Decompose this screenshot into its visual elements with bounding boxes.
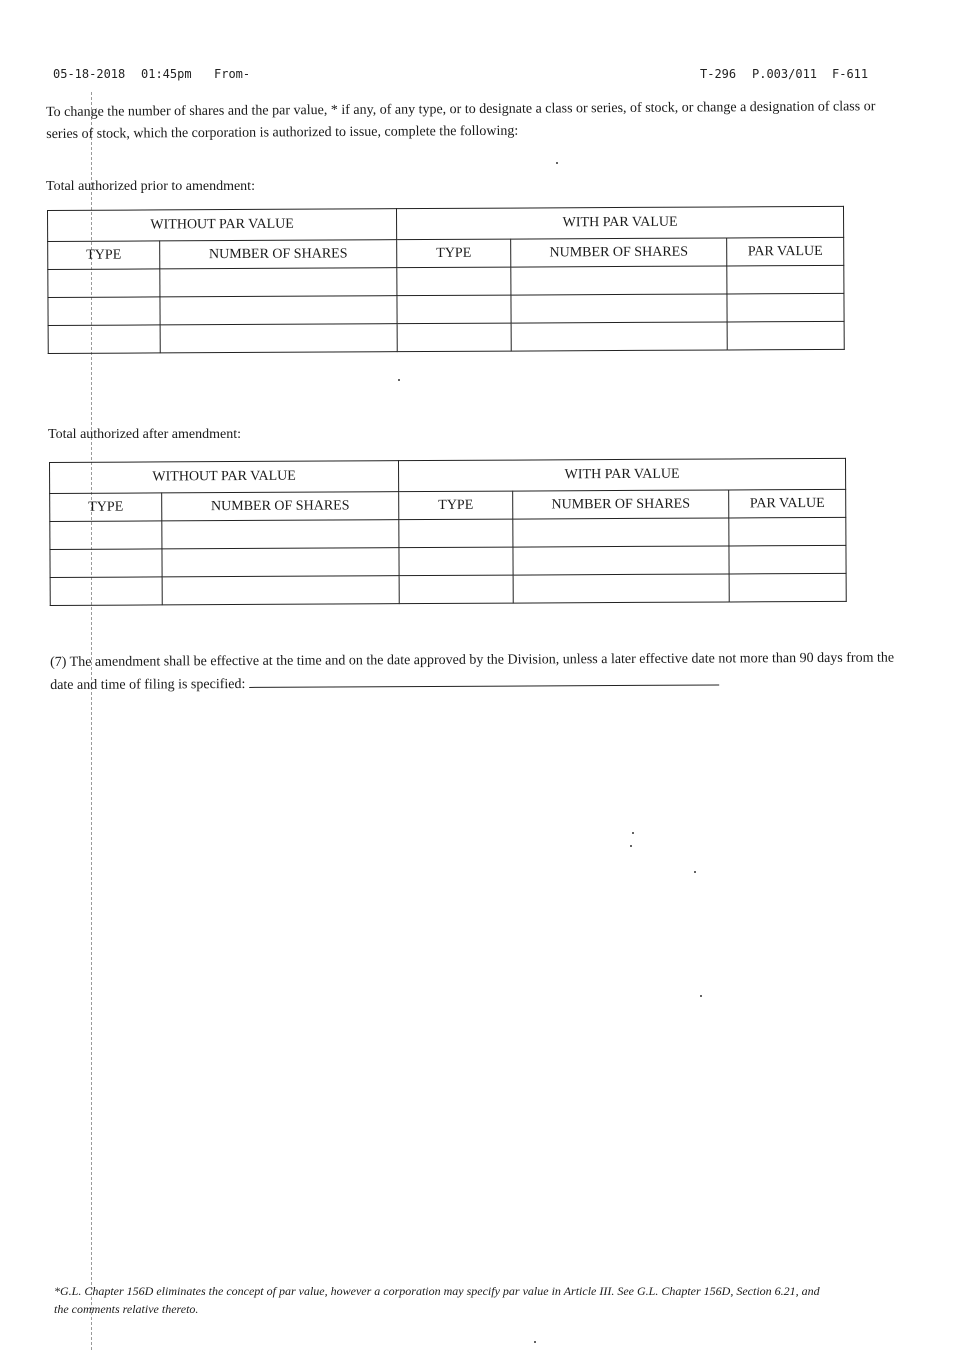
with-par-header: WITH PAR VALUE <box>399 458 846 491</box>
fax-from: From- <box>214 67 251 81</box>
table-cell[interactable] <box>48 269 160 298</box>
table-cell[interactable] <box>727 293 844 322</box>
table-cell[interactable] <box>511 322 727 351</box>
table-cell[interactable] <box>160 324 397 353</box>
table-cell[interactable] <box>511 294 727 323</box>
number-of-shares-header: NUMBER OF SHARES <box>162 492 399 521</box>
scan-speck <box>700 995 702 997</box>
table-cell[interactable] <box>513 518 729 547</box>
fax-time: 01:45pm <box>141 67 192 81</box>
type-header: TYPE <box>50 493 162 522</box>
without-par-header: WITHOUT PAR VALUE <box>50 461 399 494</box>
number-of-shares-header: NUMBER OF SHARES <box>160 240 397 269</box>
par-value-footnote: *G.L. Chapter 156D eliminates the concept of par value, however a corporation may specify par value in Article III. See G.L. Chapter 156D, Section 6.21, and the comments relative thereto. <box>54 1284 820 1316</box>
table-cell[interactable] <box>399 547 513 576</box>
table-row <box>48 321 844 353</box>
number-of-shares-header: NUMBER OF SHARES <box>513 490 729 519</box>
scan-speck <box>556 162 558 164</box>
table-cell[interactable] <box>397 323 511 352</box>
par-value-header: PAR VALUE <box>729 489 846 518</box>
scan-speck <box>534 1341 536 1343</box>
scan-speck <box>630 845 632 847</box>
table-cell[interactable] <box>729 545 846 574</box>
table-cell[interactable] <box>727 265 844 294</box>
table-cell[interactable] <box>50 521 162 550</box>
prior-amendment-label: Total authorized prior to amendment: <box>46 179 255 194</box>
table-row <box>50 545 846 577</box>
table-cell[interactable] <box>162 576 399 605</box>
table-cell[interactable] <box>513 574 729 603</box>
scan-speck <box>398 379 400 381</box>
table-cell[interactable] <box>48 297 160 326</box>
table-row <box>50 573 846 605</box>
type-header: TYPE <box>48 241 160 270</box>
table-cell[interactable] <box>50 577 162 606</box>
scan-speck <box>632 832 634 834</box>
table-cell[interactable] <box>729 573 846 602</box>
table-cell[interactable] <box>513 546 729 575</box>
table-cell[interactable] <box>162 520 399 549</box>
effective-date-text: The amendment shall be effective at the time and on the date approved by the Division, unless a later effective date not more than 90 days from the date and time of filing is specified: <box>50 650 895 693</box>
table-cell[interactable] <box>397 295 511 324</box>
without-par-header: WITHOUT PAR VALUE <box>48 209 397 242</box>
number-of-shares-header: NUMBER OF SHARES <box>511 238 727 267</box>
type-header: TYPE <box>399 491 513 520</box>
table-row <box>50 517 846 549</box>
effective-date-blank[interactable] <box>249 670 719 687</box>
par-value-header: PAR VALUE <box>727 237 844 266</box>
table-cell[interactable] <box>399 519 513 548</box>
item-number: (7) <box>50 654 67 670</box>
scan-speck <box>694 871 696 873</box>
fax-t-code: T-296 <box>700 67 737 81</box>
with-par-header: WITH PAR VALUE <box>397 206 844 239</box>
table-cell[interactable] <box>162 548 399 577</box>
table-row <box>48 265 844 297</box>
effective-date-paragraph <box>50 648 900 697</box>
fax-page: P.003/011 <box>752 67 818 81</box>
after-shares-table <box>49 458 847 606</box>
fax-date: 05-18-2018 <box>53 67 126 81</box>
table-cell[interactable] <box>160 268 397 297</box>
table-cell[interactable] <box>48 325 160 354</box>
prior-shares-table <box>47 206 845 354</box>
fax-f-code: F-611 <box>832 67 869 81</box>
table-cell[interactable] <box>50 549 162 578</box>
fax-header <box>0 67 967 87</box>
table-cell[interactable] <box>397 267 511 296</box>
table-cell[interactable] <box>511 266 727 295</box>
table-cell[interactable] <box>727 321 844 350</box>
table-cell[interactable] <box>160 296 397 325</box>
table-cell[interactable] <box>729 517 846 546</box>
table-cell[interactable] <box>399 575 513 604</box>
table-row <box>48 293 844 325</box>
type-header: TYPE <box>397 239 511 268</box>
after-amendment-label: Total authorized after amendment: <box>48 427 241 442</box>
intro-paragraph: To change the number of shares and the par value, * if any, of any type, or to designate a class or series, of stock, or change a designation of class or series of stock, which the corporation is authorized to issue, complete the following: <box>46 99 876 142</box>
